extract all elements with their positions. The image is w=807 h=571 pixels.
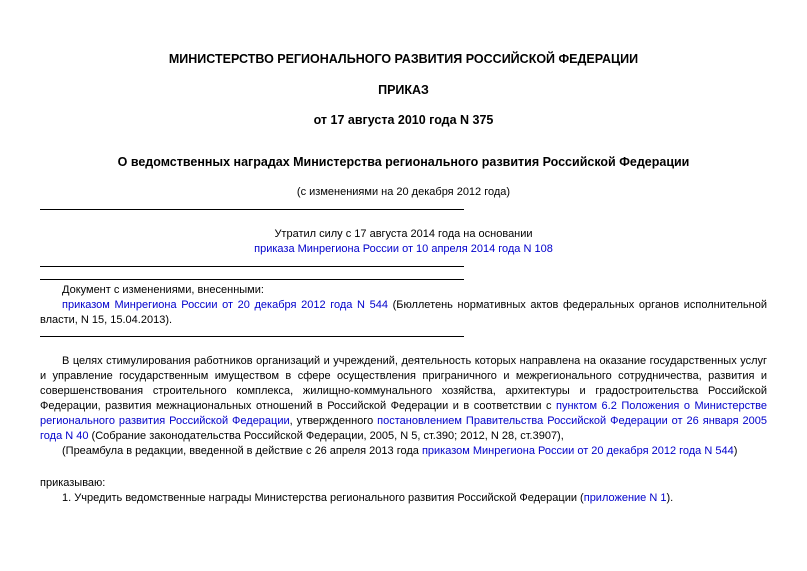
edition-text: (Преамбула в редакции, введенной в действие с 26 апреля 2013 года bbox=[62, 445, 422, 457]
changes-intro: Документ с изменениями, внесенными: bbox=[62, 284, 264, 296]
lost-force-link[interactable]: приказа Минрегиона России от 10 апреля 2014 года N 108 bbox=[254, 243, 553, 255]
appendix-1-link[interactable]: приложение N 1 bbox=[583, 492, 667, 504]
order-word: приказываю: bbox=[40, 477, 106, 489]
preamble-text: (Собрание законодательства Российской Федерации, 2005, N 5, ст.390; 2012, N 28, ст.3907), bbox=[88, 430, 564, 442]
government-decree-link[interactable]: постановлением Правительства Российской Федерации от 26 января 2005 года N 40 bbox=[40, 415, 767, 442]
changes-link[interactable]: приказом Минрегиона России от 20 декабря 2012 года N 544 bbox=[62, 299, 388, 311]
ministry-heading: МИНИСТЕРСТВО РЕГИОНАЛЬНОГО РАЗВИТИЯ РОССИЙСКОЙ ФЕДЕРАЦИИ bbox=[168, 52, 639, 66]
changes-paragraph bbox=[40, 298, 767, 328]
amended-note: (с изменениями на 20 декабря 2012 года) bbox=[296, 186, 511, 198]
divider bbox=[40, 266, 464, 267]
item-1 bbox=[40, 491, 767, 506]
lost-force-text: Утратил силу с 17 августа 2014 года на основании bbox=[274, 228, 533, 240]
item-1-text: ). bbox=[666, 492, 674, 504]
divider bbox=[40, 209, 464, 210]
item-1-text: 1. Учредить ведомственные награды Министерства регионального развития Российской Федерации ( bbox=[62, 492, 584, 504]
regulation-link[interactable]: пунктом 6.2 Положения о Министерстве регионального развития Российской Федерации bbox=[40, 400, 767, 427]
preamble-text: , утвержденного bbox=[289, 415, 378, 427]
changes-text: (Бюллетень нормативных актов федеральных органов исполнительной власти, N 15, 15.04.2013). bbox=[40, 299, 767, 326]
preamble-text: В целях стимулирования работников организаций и учреждений, деятельность которых направлена на оказание государственных услуг и управление государственным имуществом в сфере осуществления приграничного и межрегионального сотрудничества, развития и совершенствования строительного комплекса, жилищно-коммунального хозяйства, архитектуры и градостроительства Российской Федерации, развития межнациональных отношений в Российской Федерации и в соответствии с bbox=[40, 355, 767, 412]
edition-link[interactable]: приказом Минрегиона России от 20 декабря 2012 года N 544 bbox=[421, 445, 734, 457]
document-type: ПРИКАЗ bbox=[378, 83, 429, 97]
preamble-edition-note bbox=[40, 444, 767, 459]
preamble-paragraph bbox=[40, 354, 767, 444]
divider bbox=[40, 279, 464, 280]
divider bbox=[40, 336, 464, 337]
date-number: от 17 августа 2010 года N 375 bbox=[313, 113, 494, 127]
document-title: О ведомственных наградах Министерства регионального развития Российской Федерации bbox=[117, 155, 690, 169]
edition-text: ) bbox=[733, 445, 738, 457]
